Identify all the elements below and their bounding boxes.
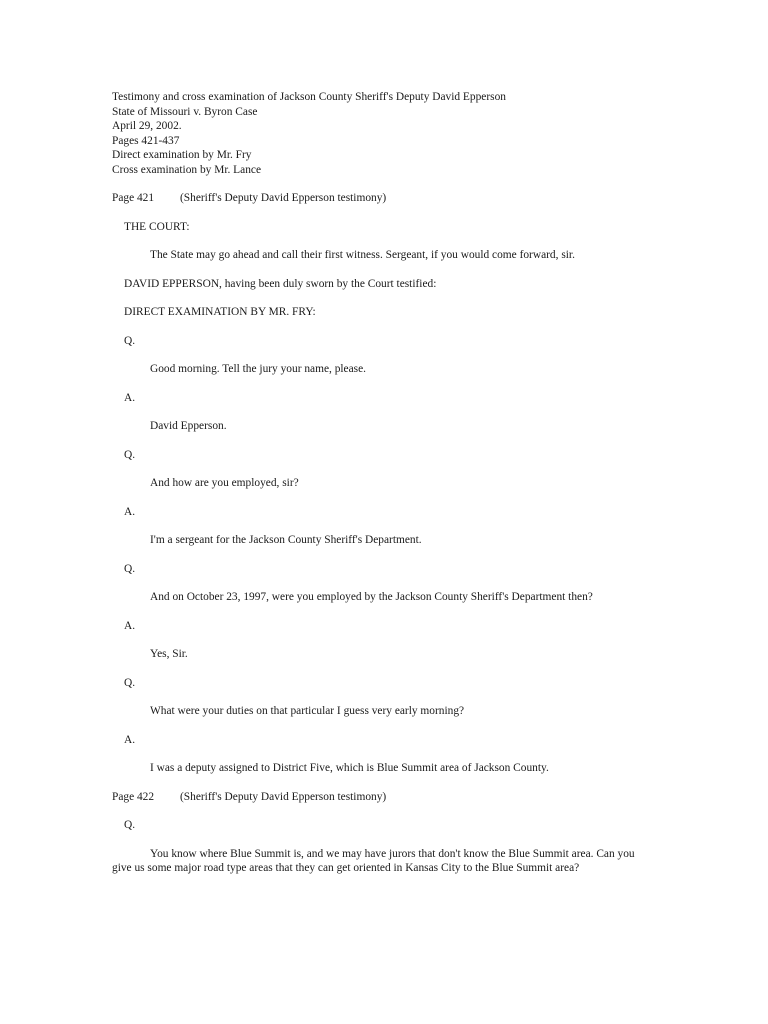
qa-label: A. (124, 505, 136, 518)
page-number: Page 422 (112, 790, 155, 803)
qa-label: Q. (124, 819, 136, 831)
qa-text: Yes, Sir. (150, 648, 188, 660)
qa-label: A. (124, 733, 136, 746)
page-note: (Sheriff's Deputy David Epperson testimony) (180, 192, 387, 204)
transcript-page (112, 90, 648, 890)
qa-text: David Epperson. (150, 420, 227, 432)
court-speech: The State may go ahead and call their first witness. Sergeant, if you would come forward, sir. (150, 249, 575, 261)
qa-text: You know where Blue Summit is, and we may have jurors that don't know the Blue Summit area. Can you give us some major road type areas that they can get oriented in Kansas City to the Blue Summit area? (112, 847, 635, 874)
qa-label: Q. (124, 448, 136, 461)
page-marker-422 (112, 790, 648, 805)
sworn-statement: DAVID EPPERSON, having been duly sworn by the Court testified: (124, 277, 437, 290)
qa-text: Good morning. Tell the jury your name, please. (150, 363, 366, 375)
page-number: Page 421 (112, 192, 155, 204)
header-pages: Pages 421-437 (112, 134, 180, 147)
qa-label: A. (124, 619, 136, 632)
transcript-header (112, 90, 648, 177)
page-note: (Sheriff's Deputy David Epperson testimony) (180, 790, 387, 803)
qa-text: And how are you employed, sir? (150, 477, 299, 489)
header-case: State of Missouri v. Byron Case (112, 105, 258, 118)
qa-text: What were your duties on that particular I guess very early morning? (150, 705, 465, 717)
qa-text: I was a deputy assigned to District Five, which is Blue Summit area of Jackson County. (150, 762, 549, 774)
header-cross: Cross examination by Mr. Lance (112, 163, 261, 176)
page-marker-421 (112, 191, 648, 206)
qa-label: Q. (124, 676, 136, 689)
qa-text: I'm a sergeant for the Jackson County Sheriff's Department. (150, 534, 422, 546)
qa-label: A. (124, 391, 136, 404)
direct-exam-heading: DIRECT EXAMINATION BY MR. FRY: (124, 306, 316, 318)
speaker-label-court: THE COURT: (124, 220, 190, 233)
header-direct: Direct examination by Mr. Fry (112, 149, 252, 161)
header-title: Testimony and cross examination of Jackson County Sheriff's Deputy David Epperson (112, 91, 506, 103)
qa-text: And on October 23, 1997, were you employed by the Jackson County Sheriff's Department then? (150, 591, 593, 603)
qa-label: Q. (124, 562, 136, 575)
header-date: April 29, 2002. (112, 120, 182, 132)
qa-label: Q. (124, 334, 136, 347)
